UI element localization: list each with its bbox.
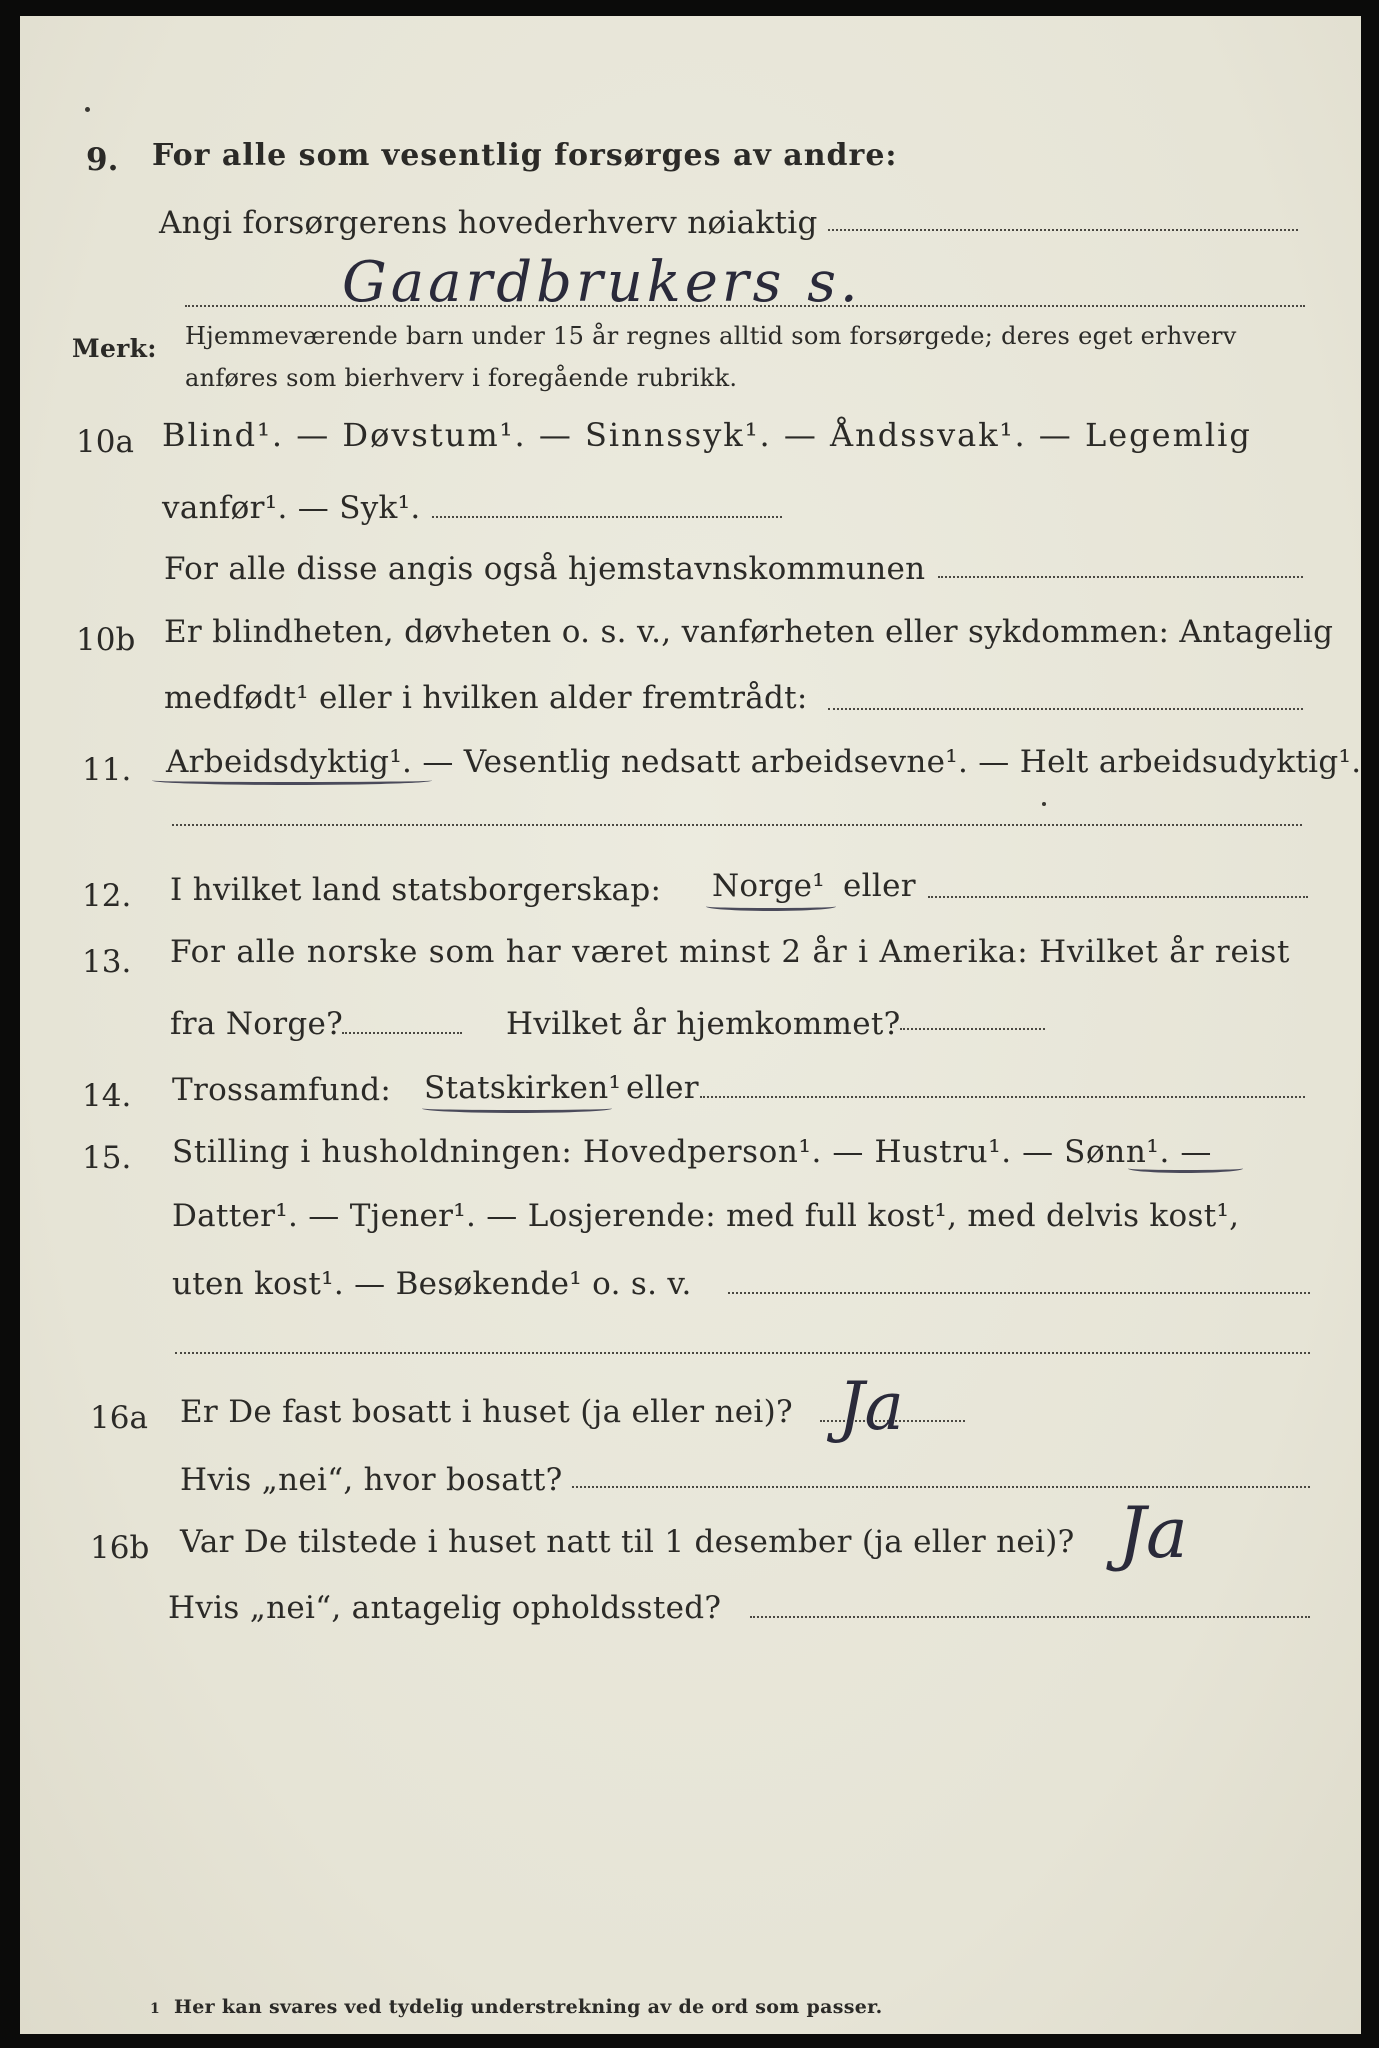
- q16b-dotted-line: [750, 1616, 1310, 1618]
- q13-number: 13.: [82, 944, 132, 980]
- q11-arbeidsdyktig-underline: [152, 776, 432, 785]
- ink-dot: [1042, 802, 1046, 806]
- q10a-line-1: Blind¹. — Døvstum¹. — Sinnssyk¹. — Åndssvak¹. — Legemlig: [162, 416, 1252, 454]
- q12-label: I hvilket land statsborgerskap:: [170, 872, 662, 908]
- q10a-dotted-line-2: [938, 576, 1303, 578]
- q15-line-3: uten kost¹. — Besøkende¹ o. s. v.: [172, 1266, 692, 1302]
- q10a-line-2: vanfør¹. — Syk¹.: [162, 490, 421, 526]
- q15-dotted-line-2: [175, 1352, 1310, 1354]
- q16a-dotted-line-2: [572, 1486, 1310, 1488]
- q16a-line-1: Er De fast bosatt i huset (ja eller nei)?: [180, 1394, 793, 1430]
- q9-provider-occupation-label: Angi forsørgerens hovederhverv nøiaktig: [159, 205, 818, 241]
- census-form-page: [20, 16, 1361, 2034]
- q12-dotted-line: [928, 896, 1308, 898]
- q10b-dotted-line: [828, 708, 1303, 710]
- merk-label: Merk:: [72, 334, 157, 363]
- q14-eller: eller: [626, 1070, 699, 1106]
- q16b-number: 16b: [90, 1530, 150, 1566]
- q12-norge-underline: [706, 902, 836, 911]
- q13-departure-label: fra Norge?: [170, 1006, 344, 1042]
- merk-note-line-1: Hjemmeværende barn under 15 år regnes alltid som forsørgede; deres eget erhverv: [185, 322, 1237, 350]
- q14-dotted-line: [700, 1096, 1305, 1098]
- q16b-handwritten-answer: Ja: [1118, 1492, 1188, 1574]
- q11-line: Arbeidsdyktig¹. — Vesentlig nedsatt arbeidsevne¹. — Helt arbeidsudyktig¹.: [166, 744, 1362, 780]
- q10a-line-3: For alle disse angis også hjemstavnskommunen: [164, 551, 926, 587]
- q16b-line-1: Var De tilstede i huset natt til 1 desember (ja eller nei)?: [180, 1524, 1075, 1560]
- q14-statskirken-underline: [422, 1104, 612, 1113]
- q15-line-1: Stilling i husholdningen: Hovedperson¹. — Hustru¹. — Sønn¹. —: [172, 1134, 1212, 1170]
- q9-handwritten-answer: Gaardbrukers s.: [342, 250, 862, 315]
- q13-departure-dotted-line: [342, 1032, 462, 1034]
- q16b-line-2: Hvis „nei“, antagelig opholdssted?: [168, 1590, 722, 1626]
- q11-number: 11.: [82, 752, 132, 788]
- q14-label: Trossamfund:: [172, 1072, 392, 1108]
- ink-dot: [85, 107, 90, 112]
- q12-eller: eller: [843, 868, 916, 904]
- merk-note-line-2: anføres som bierhverv i foregående rubrikk.: [185, 364, 738, 392]
- q15-number: 15.: [82, 1140, 132, 1176]
- q14-choice-statskirken: Statskirken¹: [424, 1070, 622, 1106]
- q10b-line-2: medfødt¹ eller i hvilken alder fremtrådt:: [164, 680, 808, 716]
- q9-number: 9.: [86, 142, 119, 178]
- q15-dotted-line-1: [728, 1292, 1310, 1294]
- q10a-dotted-line-1: [432, 516, 782, 518]
- q16a-number: 16a: [90, 1400, 148, 1436]
- q9-question: For alle som vesentlig forsørges av andre:: [152, 138, 898, 173]
- q9-dotted-line-1: [828, 229, 1298, 231]
- footnote-mark: 1: [150, 2001, 161, 2017]
- q13-return-label: Hvilket år hjemkommet?: [506, 1006, 901, 1042]
- q10b-number: 10b: [76, 622, 136, 658]
- q10a-number: 10a: [76, 424, 134, 460]
- q15-line-2: Datter¹. — Tjener¹. — Losjerende: med full kost¹, med delvis kost¹,: [172, 1198, 1240, 1234]
- q11-dotted-line: [172, 824, 1302, 826]
- q15-sonn-underline: [1128, 1164, 1243, 1173]
- q9-dotted-line-2: [185, 305, 1305, 307]
- q12-choice-norge: Norge¹: [712, 868, 826, 904]
- q13-return-dotted-line: [900, 1028, 1045, 1030]
- q10b-line-1: Er blindheten, døvheten o. s. v., vanførheten eller sykdommen: Antagelig: [164, 614, 1334, 650]
- q16a-line-2: Hvis „nei“, hvor bosatt?: [180, 1462, 563, 1498]
- q14-number: 14.: [82, 1078, 132, 1114]
- q13-line-1: For alle norske som har været minst 2 år i Amerika: Hvilket år reist: [170, 934, 1291, 970]
- footnote-text: Her kan svares ved tydelig understrekning av de ord som passer.: [174, 1996, 883, 2018]
- q16a-handwritten-answer: Ja: [838, 1368, 904, 1445]
- q12-number: 12.: [82, 878, 132, 914]
